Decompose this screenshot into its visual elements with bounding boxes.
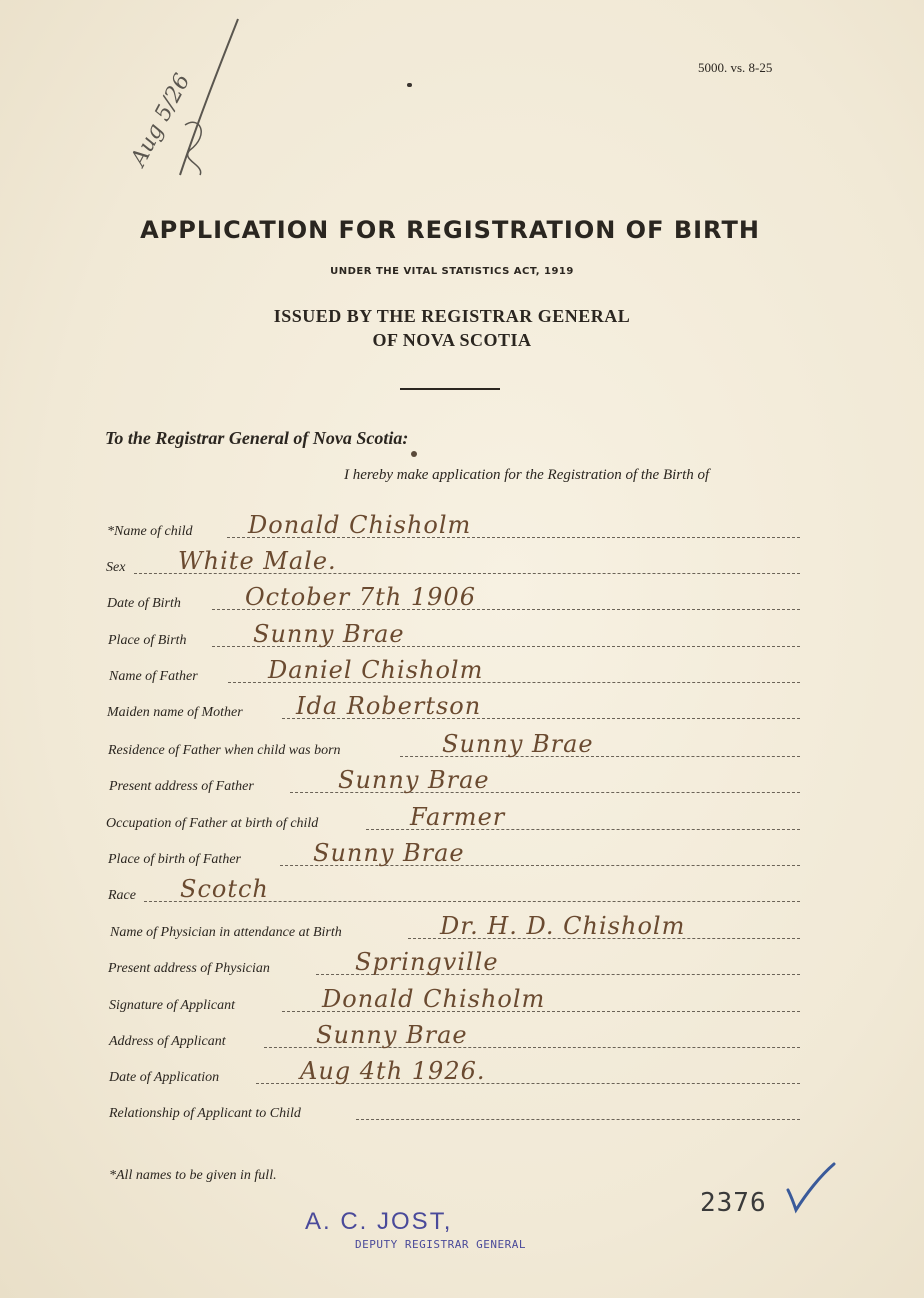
field-label: Name of Father <box>109 669 198 684</box>
ink-speck <box>411 451 417 457</box>
handwritten-date: Aug 5/26 <box>126 69 196 171</box>
field-value: Ida Robertson <box>296 692 482 720</box>
issuer-block <box>0 304 904 352</box>
footnote: *All names to be given in full. <box>109 1168 277 1183</box>
field-label: Occupation of Father at birth of child <box>106 816 319 831</box>
field-value: Sunny Brae <box>316 1021 468 1049</box>
issuer-line-1: ISSUED BY THE REGISTRAR GENERAL <box>273 306 631 326</box>
field-value: Scotch <box>180 875 269 903</box>
check-mark-icon <box>784 1160 840 1216</box>
document-subtitle: UNDER THE VITAL STATISTICS ACT, 1919 <box>330 266 574 277</box>
field-name-of-child <box>0 512 924 540</box>
field-label: Address of Applicant <box>109 1034 226 1049</box>
field-value: Donald Chisholm <box>248 511 472 539</box>
field-name-of-father <box>0 657 924 685</box>
field-value: Dr. H. D. Chisholm <box>440 912 686 940</box>
title-divider <box>400 388 500 390</box>
field-label: Maiden name of Mother <box>107 705 243 720</box>
field-name-of-physician <box>0 913 924 941</box>
field-address-of-applicant <box>0 1022 924 1050</box>
registration-number: 2376 <box>700 1188 767 1218</box>
intro-text: I hereby make application for the Registration of the Birth of <box>344 467 710 483</box>
field-label: Place of birth of Father <box>108 852 241 867</box>
field-value: Daniel Chisholm <box>268 656 484 684</box>
field-label: Present address of Physician <box>108 961 270 976</box>
field-race <box>0 876 924 904</box>
stamp-name: A. C. JOST, <box>305 1208 453 1235</box>
field-maiden-name-of-mother <box>0 693 924 721</box>
field-sex <box>0 548 924 576</box>
field-value: Donald Chisholm <box>322 985 546 1013</box>
field-label: Name of Physician in attendance at Birth <box>110 925 342 940</box>
field-value: October 7th 1906 <box>245 583 476 611</box>
form-number: 5000. vs. 8-25 <box>698 60 773 75</box>
field-label: Residence of Father when child was born <box>108 743 341 758</box>
field-residence-of-father <box>0 731 924 759</box>
field-date-of-application <box>0 1058 924 1086</box>
field-value: Sunny Brae <box>313 839 465 867</box>
field-label: Date of Birth <box>107 596 181 611</box>
field-relationship-of-applicant <box>0 1094 924 1122</box>
field-address-of-physician <box>0 949 924 977</box>
field-value: Sunny Brae <box>442 730 594 758</box>
field-label: *Name of child <box>107 524 193 539</box>
field-label: Relationship of Applicant to Child <box>109 1106 301 1121</box>
ink-speck <box>407 83 412 87</box>
field-value: White Male. <box>178 547 337 575</box>
field-signature-of-applicant <box>0 986 924 1014</box>
field-value: Farmer <box>410 803 506 831</box>
field-present-address-of-father <box>0 767 924 795</box>
field-label: Signature of Applicant <box>109 998 235 1013</box>
document-title: APPLICATION FOR REGISTRATION OF BIRTH <box>140 216 760 244</box>
field-label: Sex <box>106 560 126 575</box>
stamp-title: DEPUTY REGISTRAR GENERAL <box>355 1238 526 1251</box>
field-occupation-of-father <box>0 804 924 832</box>
salutation: To the Registrar General of Nova Scotia: <box>105 428 409 448</box>
issuer-line-2: OF NOVA SCOTIA <box>372 330 532 350</box>
field-value: Springville <box>355 948 499 976</box>
field-place-of-birth <box>0 621 924 649</box>
field-value: Sunny Brae <box>253 620 405 648</box>
field-line <box>356 1119 800 1120</box>
field-label: Present address of Father <box>109 779 254 794</box>
field-value: Aug 4th 1926. <box>300 1057 486 1085</box>
field-label: Race <box>108 888 136 903</box>
field-value: Sunny Brae <box>338 766 490 794</box>
field-label: Date of Application <box>109 1070 220 1085</box>
field-date-of-birth <box>0 584 924 612</box>
field-label: Place of Birth <box>108 633 187 648</box>
field-place-of-birth-of-father <box>0 840 924 868</box>
